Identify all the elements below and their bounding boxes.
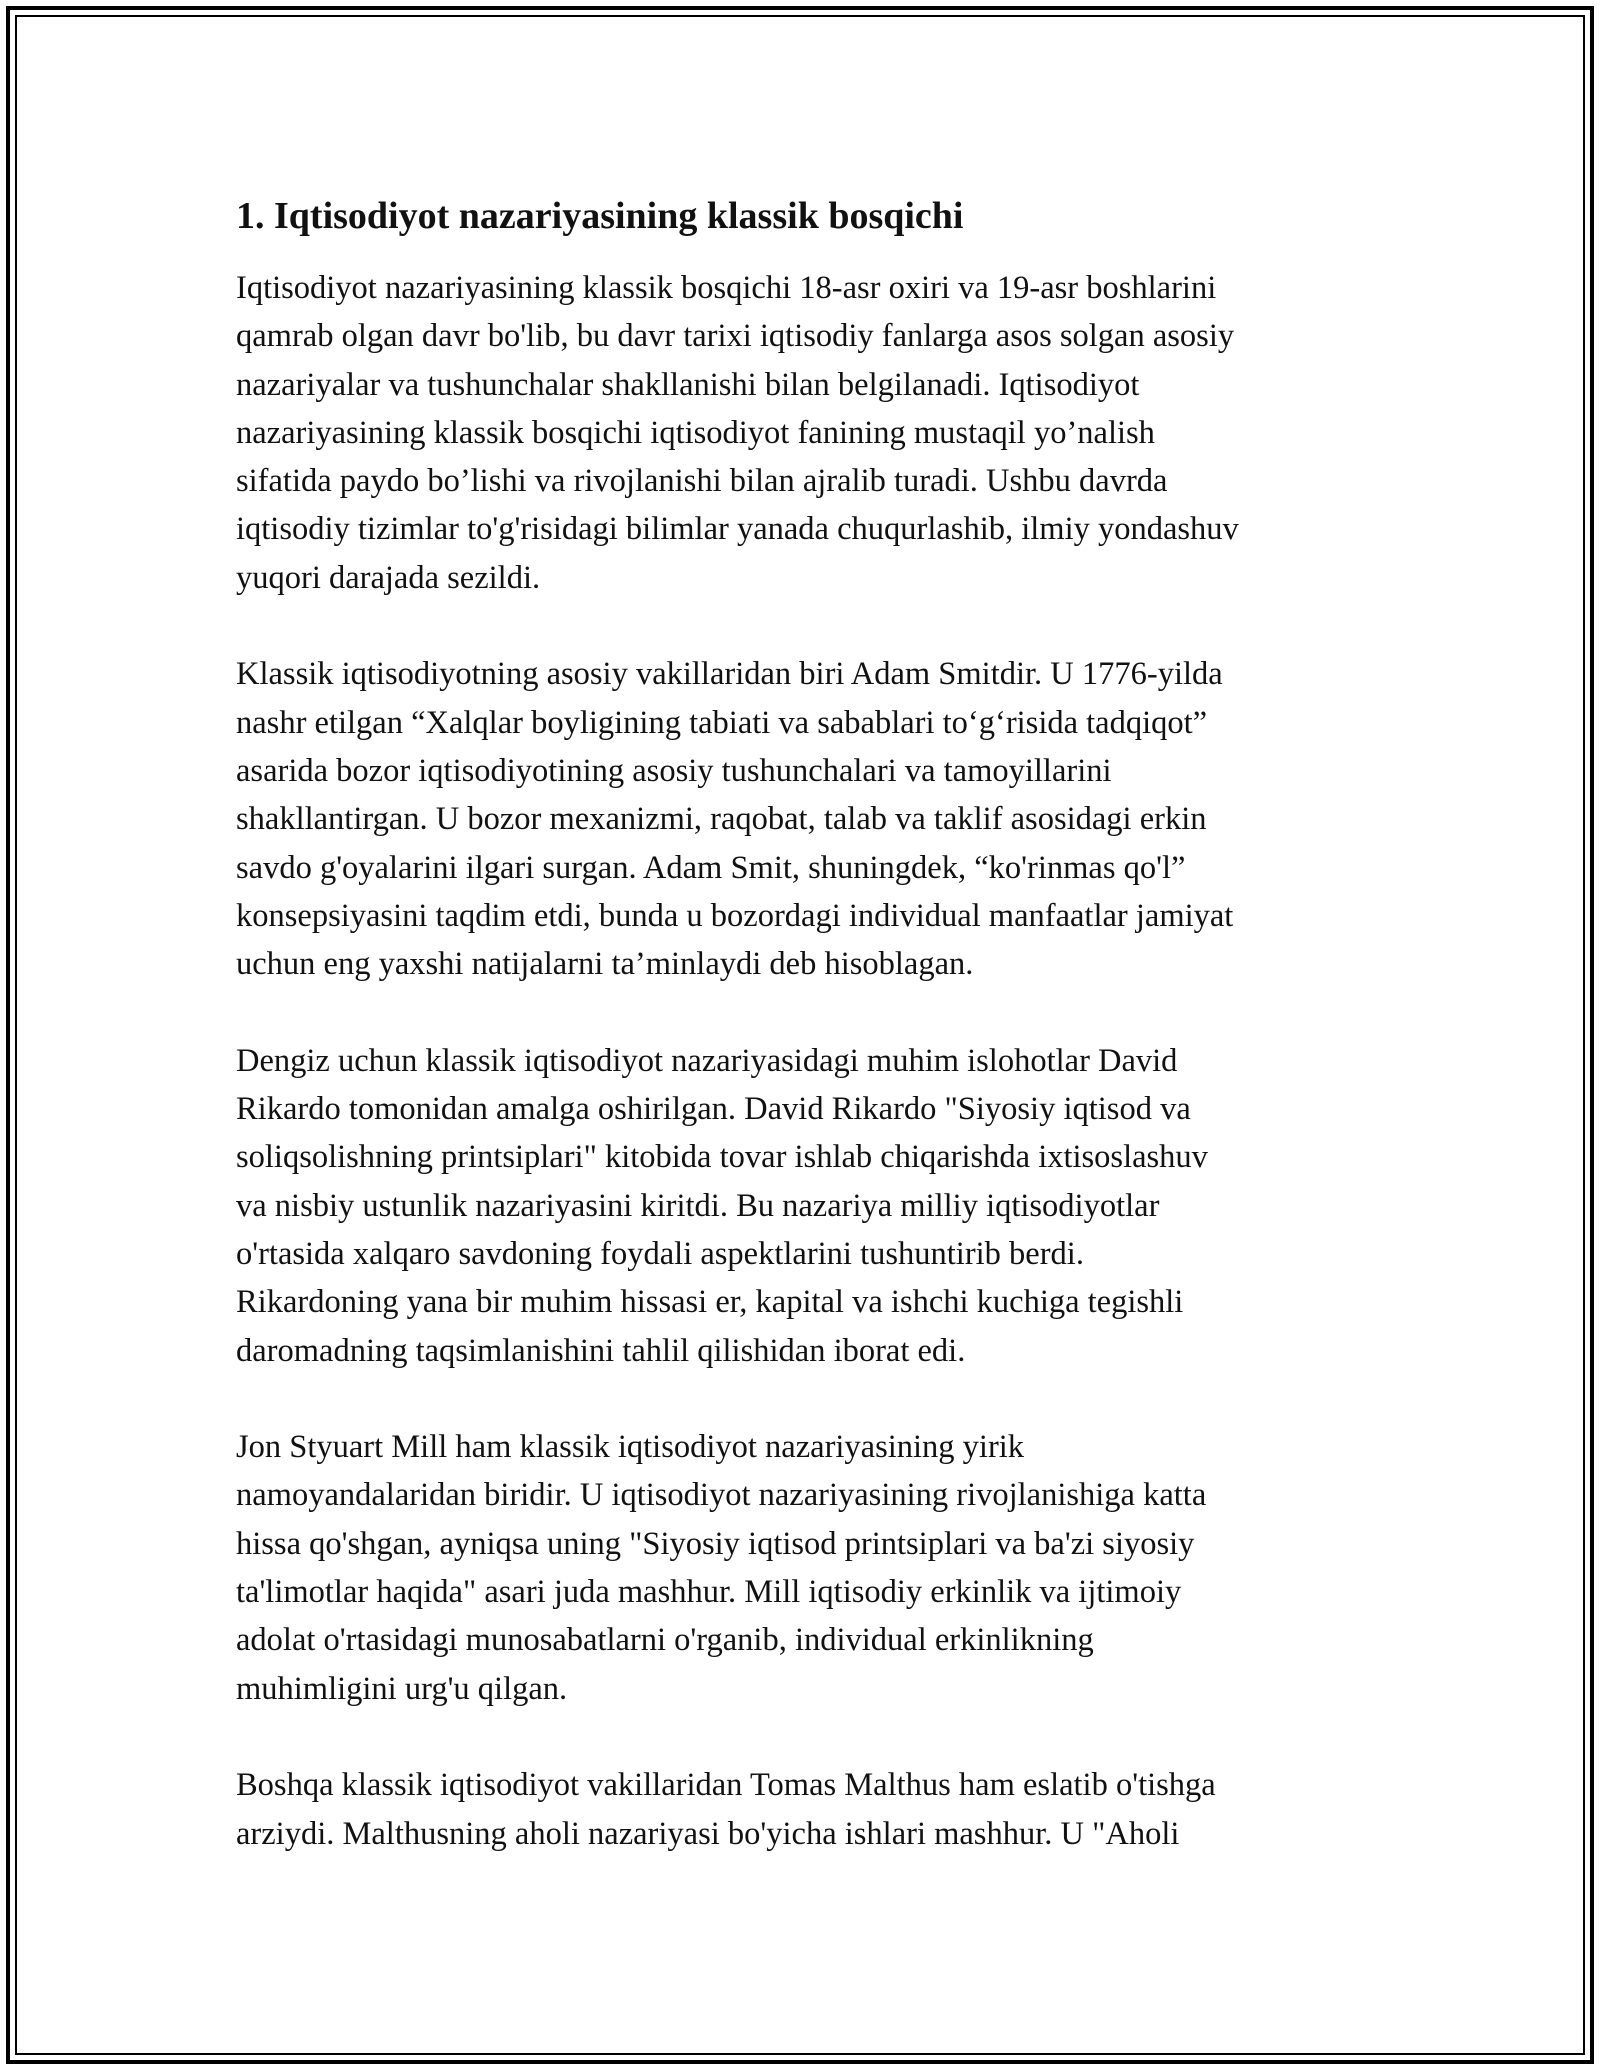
text-line: Boshqa klassik iqtisodiyot vakillaridan Tomas Malthus ham eslatib o'tishga: [236, 1767, 1216, 1804]
paragraph-adam-smith: [236, 650, 1376, 988]
text-line: shakllantirgan. U bozor mexanizmi, raqobat, talab va taklif asosidagi erkin: [236, 801, 1207, 838]
paragraph-spacer: [236, 1375, 1376, 1423]
paragraph-spacer: [236, 1713, 1376, 1761]
text-line: uchun eng yaxshi natijalarni ta’minlaydi deb hisoblagan.: [236, 946, 974, 983]
section-heading: 1. Iqtisodiyot nazariyasining klassik bosqichi: [236, 195, 964, 237]
text-line: arziydi. Malthusning aholi nazariyasi bo'yicha ishlari mashhur. U "Aholi: [236, 1815, 1180, 1852]
text-line: va nisbiy ustunlik nazariyasini kiritdi. Bu nazariya milliy iqtisodiyotlar: [236, 1187, 1160, 1224]
text-line: iqtisodiy tizimlar to'g'risidagi bilimlar yanada chuqurlashib, ilmiy yondashuv: [236, 511, 1239, 548]
text-line: Iqtisodiyot nazariyasining klassik bosqichi 18-asr oxiri va 19-asr boshlarini: [236, 270, 1217, 306]
paragraph-thomas-malthus: [236, 1761, 1376, 1858]
text-line: muhimligini urg'u qilgan.: [236, 1670, 568, 1707]
text-line: daromadning taqsimlanishini tahlil qilishidan iborat edi.: [236, 1332, 966, 1369]
paragraph-david-ricardo: [236, 1037, 1376, 1375]
text-line: Klassik iqtisodiyotning asosiy vakillaridan biri Adam Smitdir. U 1776-yilda: [236, 656, 1223, 693]
text-line: nashr etilgan “Xalqlar boyligining tabiati va sabablari to‘g‘risida tadqiqot”: [236, 704, 1208, 741]
text-line: Jon Styuart Mill ham klassik iqtisodiyot nazariyasining yirik: [236, 1429, 1025, 1466]
paragraph-john-stuart-mill: [236, 1423, 1376, 1713]
text-line: asarida bozor iqtisodiyotining asosiy tushunchalari va tamoyillarini: [236, 752, 1112, 789]
text-line: Rikardo tomonidan amalga oshirilgan. David Rikardo "Siyosiy iqtisod va: [236, 1091, 1191, 1128]
text-line: soliqsolishning printsiplari" kitobida tovar ishlab chiqarishda ixtisoslashuv: [236, 1139, 1208, 1176]
paragraph-classical-stage: [236, 264, 1376, 602]
text-line: nazariyalar va tushunchalar shakllanishi bilan belgilanadi. Iqtisodiyot: [236, 366, 1140, 403]
text-line: konsepsiyasini taqdim etdi, bunda u bozordagi individual manfaatlar jamiyat: [236, 897, 1234, 934]
text-line: Rikardoning yana bir muhim hissasi er, kapital va ishchi kuchiga tegishli: [236, 1284, 1184, 1321]
text-line: nazariyasining klassik bosqichi iqtisodiyot fanining mustaqil yo’nalish: [236, 414, 1155, 451]
text-line: hissa qo'shgan, ayniqsa uning "Siyosiy iqtisod printsiplari va ba'zi siyosiy: [236, 1525, 1195, 1562]
text-line: adolat o'rtasidagi munosabatlarni o'rganib, individual erkinlikning: [236, 1622, 1094, 1659]
text-line: yuqori darajada sezildi.: [236, 559, 541, 596]
paragraph-spacer: [236, 988, 1376, 1036]
text-line: namoyandalaridan biridir. U iqtisodiyot nazariyasining rivojlanishiga katta: [236, 1477, 1207, 1514]
text-line: ta'limotlar haqida" asari juda mashhur. Mill iqtisodiy erkinlik va ijtimoiy: [236, 1574, 1182, 1611]
paragraph-spacer: [236, 602, 1376, 650]
text-line: qamrab olgan davr bo'lib, bu davr tarixi iqtisodiy fanlarga asos solgan asosiy: [236, 318, 1235, 355]
text-line: Dengiz uchun klassik iqtisodiyot nazariyasidagi muhim islohotlar David: [236, 1042, 1178, 1079]
text-line: savdo g'oyalarini ilgari surgan. Adam Smit, shuningdek, “ko'rinmas qo'l”: [236, 849, 1186, 886]
text-line: o'rtasida xalqaro savdoning foydali aspektlarini tushuntirib berdi.: [236, 1235, 1084, 1272]
document-body: [236, 190, 1376, 1858]
text-line: sifatida paydo bo’lishi va rivojlanishi bilan ajralib turadi. Ushbu davrda: [236, 463, 1168, 500]
